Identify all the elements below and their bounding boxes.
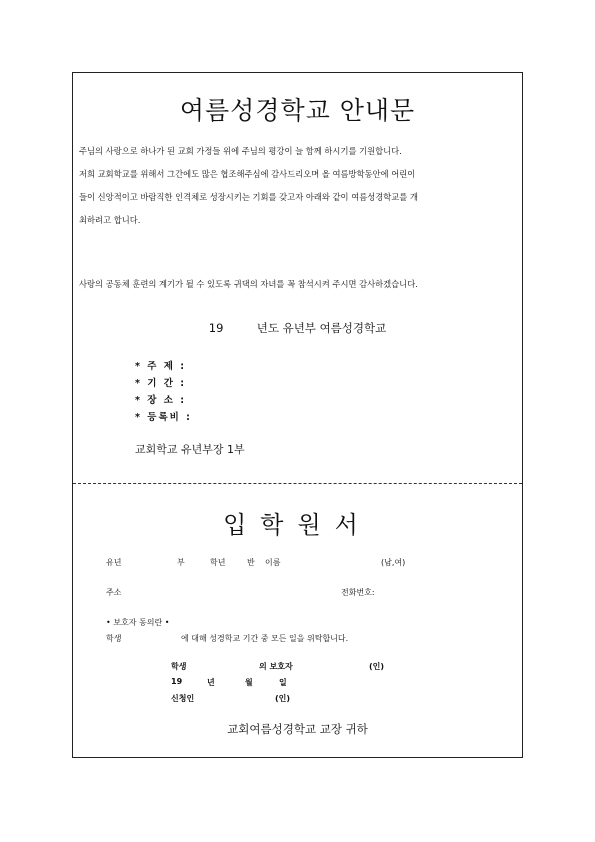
paragraph-line: 최하려고 합니다.	[79, 215, 141, 225]
sig-seal-2: (인)	[275, 694, 291, 703]
phone-label: 전화번호:	[341, 588, 375, 597]
paragraph-line: 저희 교회학교를 위해서 그간에도 많은 협조해주심에 감사드리오며 올 여름방학동안에 어린이	[79, 169, 416, 179]
consent-text: 에 대해 성경학교 기간 중 모든 일을 위탁합니다.	[181, 634, 349, 643]
sig-month-unit: 월	[245, 678, 253, 687]
item-place: * 장 소 :	[135, 395, 187, 406]
consent-header: • 보호자 동의란 •	[106, 618, 170, 627]
item-period: * 기 간 :	[135, 378, 187, 389]
subtitle-text: 년도 유년부 여름성경학교	[256, 321, 387, 335]
dept-label: 부	[177, 558, 185, 567]
sig-applicant-label: 신청인	[171, 694, 195, 703]
item-theme: * 주 제 :	[135, 361, 187, 372]
address-label: 주소	[106, 588, 122, 597]
paragraph-line: 들이 신앙적이고 바람직한 인격체로 성장시키는 기회를 갖고자 아래와 같이 여름성경학교를 개	[79, 192, 418, 202]
subtitle-year: 19	[208, 321, 224, 335]
name-label: 이름	[265, 558, 281, 567]
notice-paragraph-1	[79, 140, 517, 232]
gender-label: (남,여)	[381, 558, 406, 567]
application-title: 입학원서	[223, 511, 372, 539]
class-label: 반	[247, 558, 255, 567]
grade-label: 유년	[106, 558, 122, 567]
notice-paragraph-2: 사랑의 공동체 훈련의 계기가 될 수 있도록 귀댁의 자녀를 꼭 참석시켜 주시면 감사하겠습니다.	[79, 279, 418, 289]
cut-line-divider	[73, 483, 522, 484]
sig-student-label: 학생	[171, 662, 187, 671]
sig-seal-1: (인)	[369, 662, 385, 671]
notice-title: 여름성경학교 안내문	[179, 96, 416, 125]
paragraph-line: 주님의 사랑으로 하나가 된 교회 가정들 위에 주님의 평강이 늘 함께 하시기를 기원합니다.	[79, 146, 402, 156]
item-fee: * 등록비 :	[135, 412, 192, 423]
year-label: 학년	[210, 558, 226, 567]
application-footer: 교회여름성경학교 교장 귀하	[227, 722, 368, 736]
consent-student-label: 학생	[106, 634, 122, 643]
sig-year-unit: 년	[207, 678, 215, 687]
sig-year: 19	[171, 677, 183, 686]
notice-subtitle	[73, 320, 522, 336]
document-frame	[72, 72, 523, 758]
department-signature: 교회학교 유년부장 1부	[135, 443, 245, 456]
sig-day-unit: 일	[279, 678, 287, 687]
sig-guardian-label: 의 보호자	[259, 662, 293, 671]
